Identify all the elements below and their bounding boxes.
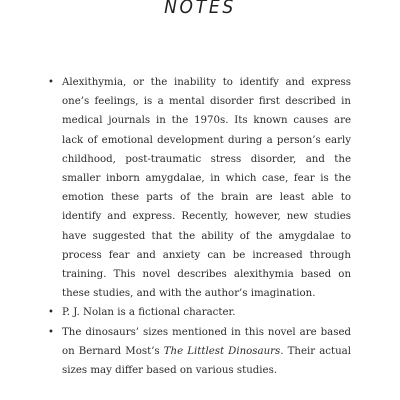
note-text xyxy=(62,323,351,381)
note-item-alexithymia xyxy=(46,73,351,303)
bullet-icon: • xyxy=(48,77,54,88)
bullet-icon: • xyxy=(48,307,54,319)
book-title: The Littlest Dinosaurs. xyxy=(163,345,284,357)
page-heading: NOTES xyxy=(164,0,236,18)
note-text: Alexithymia, or the inability to identify and express one’s feelings, is a mental disorder first described in medical journals in the 1970s. Its known causes are lack of emotional development during a person’s early childhood, post-traumatic stress disorder, and the smaller inborn amygdalae, in which case, fear is the emotion these parts of the brain are least able to identify and express. Recently, however, new studies have suggested that the ability of the amygdalae to process fear and anxiety can be increased through training. This novel describes alexithymia based on these studies, and with the author’s imagination. xyxy=(62,77,351,300)
notes-list xyxy=(46,73,351,380)
note-item-dinosaur-sizes xyxy=(46,323,351,381)
note-text-before-title: The dinosaurs’ sizes mentioned in this novel are based on Bernard Most’s xyxy=(62,326,351,357)
note-text: P. J. Nolan is a fictional character. xyxy=(62,307,236,319)
bullet-icon: • xyxy=(48,326,54,338)
note-item-nolan xyxy=(46,303,351,322)
note-text-after-title: Their actual sizes may differ based on various studies. xyxy=(62,345,351,377)
